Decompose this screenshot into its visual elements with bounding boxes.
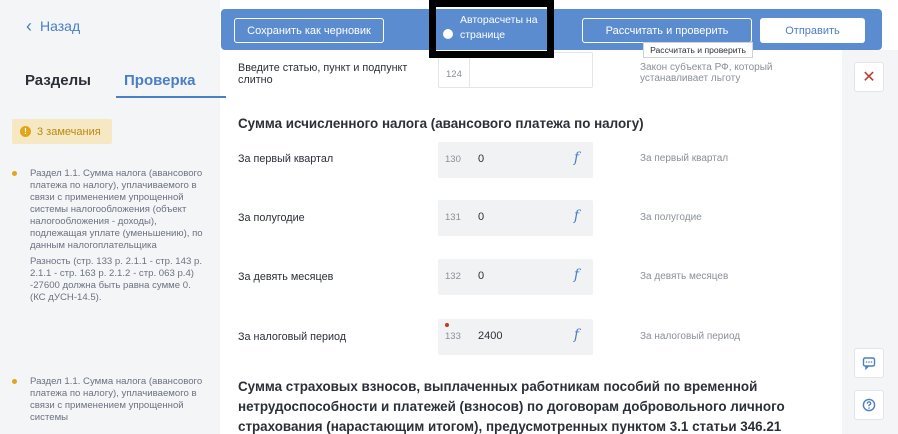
remark-item[interactable] (12, 376, 208, 424)
active-tab-indicator (116, 96, 226, 98)
tab-sections[interactable]: Разделы (25, 72, 91, 89)
tooltip: Рассчитать и проверить (643, 42, 753, 58)
row-label: За первый квартал (238, 153, 334, 165)
close-icon[interactable]: ✕ (854, 62, 884, 92)
section-title-tax: Сумма исчисленного налога (авансового платежа по налогу) (238, 116, 644, 131)
formula-icon[interactable]: f (573, 267, 579, 283)
remark-item[interactable] (12, 168, 208, 304)
warning-bullet-icon (12, 171, 17, 176)
formula-icon[interactable]: f (573, 150, 579, 166)
form-row (238, 142, 834, 178)
line-code: 132 (445, 271, 461, 282)
tab-check[interactable]: Проверка (124, 72, 196, 89)
remarks-count-badge[interactable] (12, 119, 112, 144)
line-code: 131 (445, 212, 461, 223)
line-code: 124 (446, 69, 462, 80)
chat-icon[interactable] (854, 348, 884, 378)
row-hint: За девять месяцев (640, 271, 729, 282)
form-row (238, 319, 834, 355)
row-label: Введите статью, пункт и подпункт слитно (238, 62, 408, 86)
auto-calc-label: Авторасчеты на странице (460, 14, 538, 41)
row-hint: За первый квартал (640, 153, 729, 164)
main-form (220, 0, 842, 434)
error-marker-icon (445, 323, 449, 327)
remark-text: Раздел 1.1. Сумма налога (авансового платежа по налогу), уплачиваемого в связи с применением упрощенной системы налогообложения (объект налогообложения - доходы), подлежащая уплате (уменьшению), по данным налогоплательщика (30, 168, 203, 251)
row-hint: За налоговый период (640, 331, 741, 342)
auto-calc-highlight (429, 0, 554, 58)
tax-period-input[interactable] (438, 319, 593, 355)
warning-icon: ! (20, 126, 31, 137)
remark-detail: Разность (стр. 133 р. 2.1.1 - стр. 143 р. 2.1.1 - стр. 163 р. 2.1.2 - стр. 063 р.4) -27600 должна быть равна сумме 0. (КС дУСН-14.5). (30, 256, 202, 303)
right-rail (842, 50, 898, 434)
save-draft-button[interactable]: Сохранить как черновик (234, 18, 384, 43)
help-icon[interactable] (854, 390, 884, 420)
form-row (238, 200, 834, 236)
auto-calc-toggle[interactable] (443, 29, 453, 39)
remark-text: Раздел 1.1. Сумма налога (авансового платежа по налогу), уплачиваемого в связи с применением упрощенной системы (30, 376, 203, 423)
row-label: За девять месяцев (238, 271, 334, 283)
chevron-left-icon: ‹ (26, 16, 32, 36)
row-hint: За полугодие (640, 212, 702, 223)
row-hint: Закон субъекта РФ, который устанавливает льготу (640, 62, 773, 84)
section-title-insurance: Сумма страховых взносов, выплаченных работникам пособий по временной нетрудоспособности и платежей (взносов) по договорам добровольного личного страхования (нарастающим итогом), предусмотренных пунктом 3.1 статьи 346.21 (238, 379, 785, 434)
row-label: За полугодие (238, 212, 305, 224)
toolbar (221, 9, 882, 50)
row-label: За налоговый период (238, 331, 347, 343)
back-link[interactable] (26, 18, 80, 34)
tax-q1-input[interactable] (438, 142, 593, 178)
remarks-count-label: 3 замечания (37, 125, 101, 138)
article-value (469, 53, 470, 87)
line-code: 130 (445, 154, 461, 165)
field-value: 0 (478, 153, 485, 165)
line-code: 133 (445, 331, 461, 342)
field-value: 0 (478, 211, 485, 223)
sidebar (0, 0, 220, 434)
tax-nine-months-input[interactable] (438, 259, 593, 295)
back-label: Назад (40, 18, 81, 34)
formula-icon[interactable]: f (573, 208, 579, 224)
warning-bullet-icon (12, 379, 17, 384)
sidebar-tabs (24, 72, 204, 98)
send-button[interactable]: Отправить (760, 18, 865, 43)
field-value: 0 (478, 270, 485, 282)
formula-icon[interactable]: f (573, 327, 579, 343)
form-row (238, 259, 834, 295)
tax-half-year-input[interactable] (438, 200, 593, 236)
field-value: 2400 (478, 330, 503, 342)
calc-check-button[interactable]: Рассчитать и проверить (582, 18, 752, 43)
